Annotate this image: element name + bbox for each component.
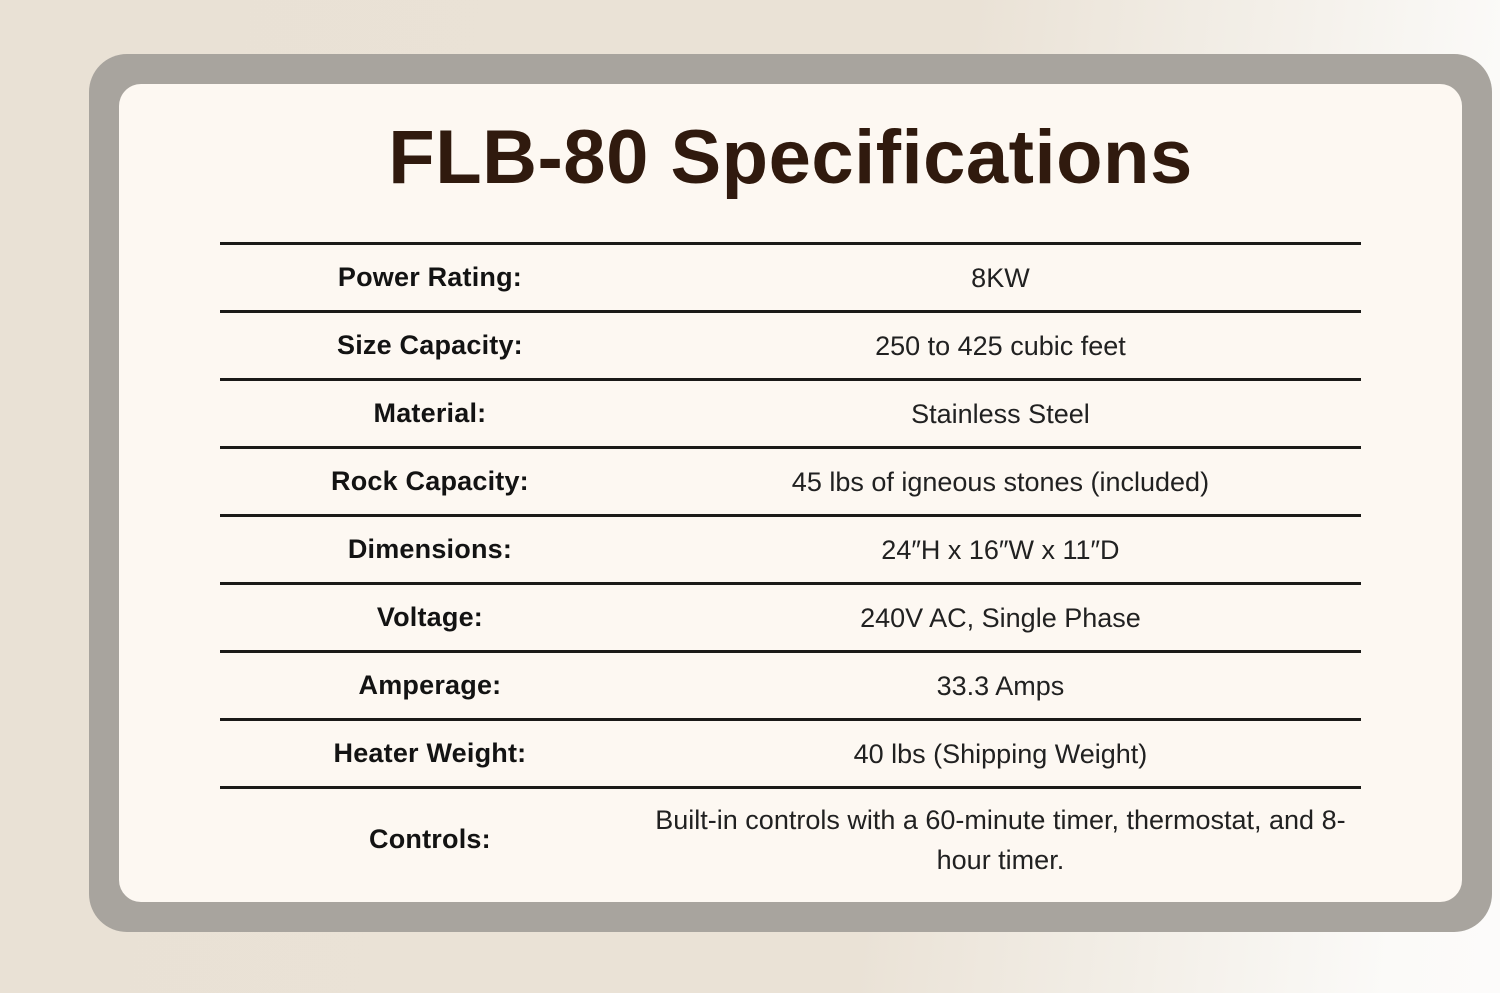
spec-value: 8KW [971,262,1030,293]
spec-value: 240V AC, Single Phase [860,602,1141,633]
spec-card [119,84,1462,902]
spec-row-voltage [220,582,1361,650]
spec-row-amperage [220,650,1361,718]
spec-label: Amperage: [358,670,502,700]
spec-row-heater-weight [220,718,1361,786]
spec-row-power-rating [220,242,1361,310]
spec-value: 45 lbs of igneous stones (included) [791,466,1210,497]
spec-value: 33.3 Amps [936,670,1065,701]
spec-value: 250 to 425 cubic feet [875,330,1126,361]
spec-row-rock-capacity [220,446,1361,514]
spec-label: Dimensions: [347,534,513,564]
spec-row-dimensions [220,514,1361,582]
spec-table [220,242,1361,890]
spec-row-size-capacity [220,310,1361,378]
spec-label: Rock Capacity: [331,466,529,496]
spec-card-frame [89,54,1492,932]
spec-label: Controls: [369,824,491,854]
spec-label: Voltage: [376,602,483,632]
spec-label: Heater Weight: [333,738,527,768]
spec-value: 24″H x 16″W x 11″D [881,534,1120,565]
page-title: FLB-80 Specifications [388,115,1193,200]
spec-value: Stainless Steel [911,398,1090,429]
spec-row-controls [220,786,1361,890]
spec-row-material [220,378,1361,446]
spec-label: Size Capacity: [337,330,523,360]
spec-label: Power Rating: [337,262,522,292]
spec-value: 40 lbs (Shipping Weight) [853,738,1148,769]
spec-label: Material: [373,398,487,428]
spec-value: Built-in controls with a 60-minute timer, thermostat, and 8-hour timer. [655,804,1346,875]
